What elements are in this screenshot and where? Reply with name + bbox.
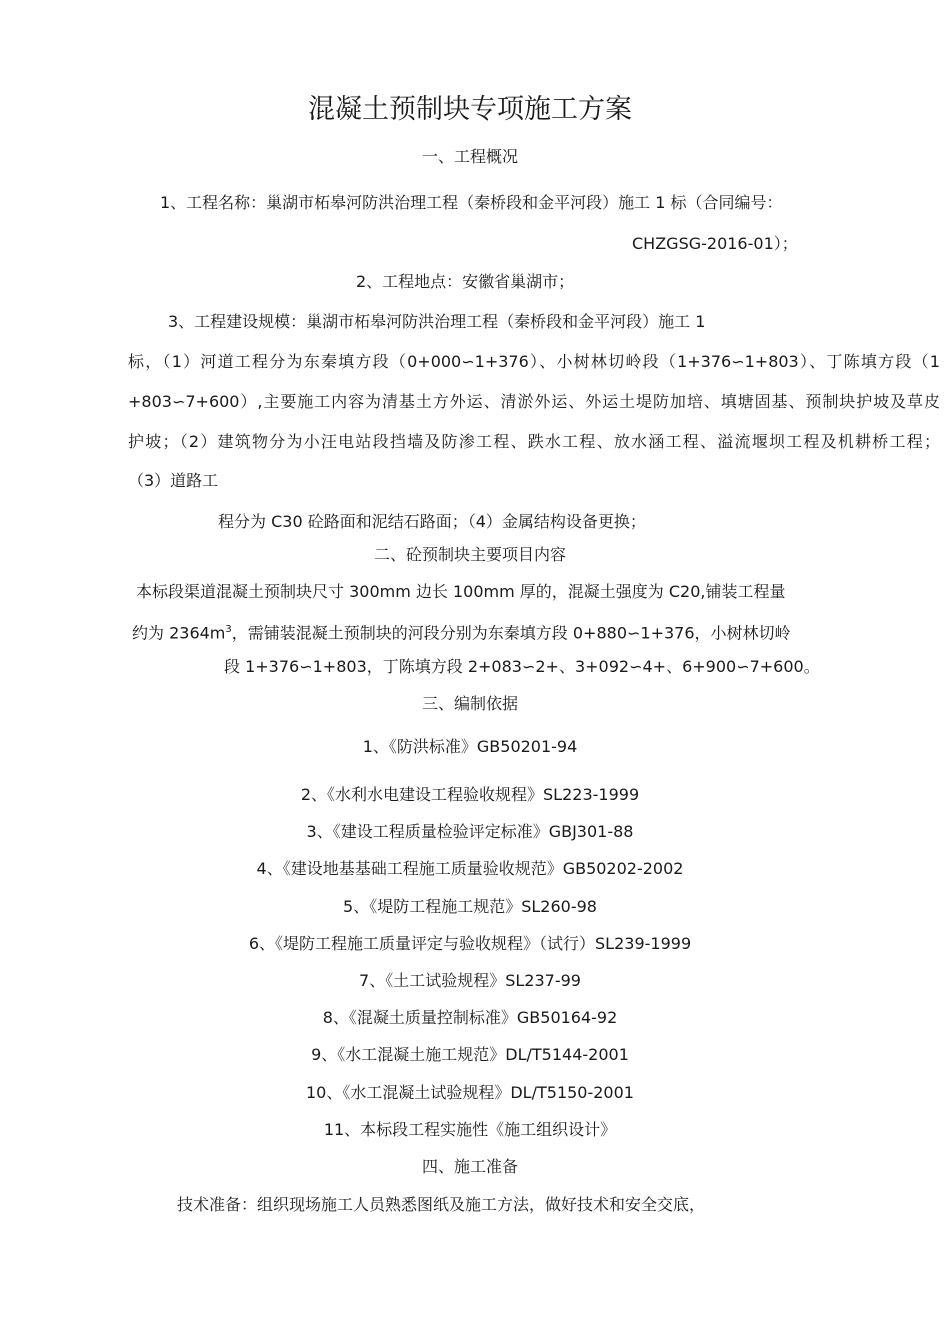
block-spec-line-3: 段 1+376∽1+803，丁陈填方段 2+083∽2+、3+092∽4+、6+900∽7+600。: [224, 657, 820, 676]
reference-item: 5、《堤防工程施工规范》SL260-98: [343, 897, 597, 916]
project-scale-detail-5: 程分为 C30 砼路面和泥结石路面；（4）金属结构设备更换；: [218, 512, 646, 531]
project-scale-detail-2: +803∽7+600）,主要施工内容为清基土方外运、清淤外运、外运土堤防加培、填塘固基、预制块护坡及草皮: [128, 392, 940, 411]
project-location-line: 2、工程地点：安徽省巢湖市；: [356, 272, 575, 291]
project-name-line: 1、工程名称：巢湖市柘皋河防洪治理工程（秦桥段和金平河段）施工 1 标（合同编号：: [160, 193, 783, 212]
document-title: 混凝土预制块专项施工方案: [308, 94, 632, 125]
reference-item: 4、《建设地基基础工程施工质量验收规范》GB50202-2002: [256, 859, 684, 878]
technical-prep-line: 技术准备：组织现场施工人员熟悉图纸及施工方法，做好技术和安全交底，: [177, 1195, 706, 1214]
section-1-heading: 一、工程概况: [421, 147, 518, 166]
reference-item: 6、《堤防工程施工质量评定与验收规程》（试行）SL239-1999: [248, 934, 692, 953]
project-scale-detail-4: （3）道路工: [128, 471, 219, 490]
reference-item: 3、《建设工程质量检验评定标准》GBJ301-88: [306, 822, 634, 841]
reference-item: 2、《水利水电建设工程验收规程》SL223-1999: [300, 785, 640, 804]
contract-number-line: CHZGSG-2016-01）；: [632, 234, 798, 253]
project-scale-line: 3、工程建设规模：巢湖市柘皋河防洪治理工程（秦桥段和金平河段）施工 1: [168, 312, 706, 331]
reference-item: 10、《水工混凝土试验规程》DL/T5150-2001: [306, 1083, 634, 1102]
reference-item: 1、《防洪标准》GB50201-94: [362, 737, 578, 756]
section-2-heading: 二、砼预制块主要项目内容: [373, 545, 566, 564]
block-spec-line-1: 本标段渠道混凝土预制块尺寸 300mm 边长 100mm 厚的，混凝土强度为 C20,铺装工程量: [136, 582, 786, 601]
reference-item: 7、《土工试验规程》SL237-99: [359, 971, 581, 990]
reference-item: 11、本标段工程实施性《施工组织设计》: [323, 1120, 617, 1139]
reference-item: 8、《混凝土质量控制标准》GB50164-92: [322, 1008, 618, 1027]
reference-item: 9、《水工混凝土施工规范》DL/T5144-2001: [311, 1045, 629, 1064]
block-spec-line-2: 约为 $2364m^3$，需铺装混凝土预制块的河段分别为东秦填方段 0+880∽1+376，小树林切岭: [132, 623, 791, 643]
section-3-heading: 三、编制依据: [421, 694, 518, 713]
project-scale-detail-3: 护坡；（2）建筑物分为小汪电站段挡墙及防渗工程、跌水工程、放水涵工程、溢流堰坝工程及机耕桥工程；: [128, 432, 940, 451]
section-4-heading: 四、施工准备: [421, 1157, 518, 1176]
project-scale-detail-1: 标，（1）河道工程分为东秦填方段（0+000∽1+376）、小树林切岭段（1+376∽1+803）、丁陈填方段（1: [128, 352, 940, 371]
